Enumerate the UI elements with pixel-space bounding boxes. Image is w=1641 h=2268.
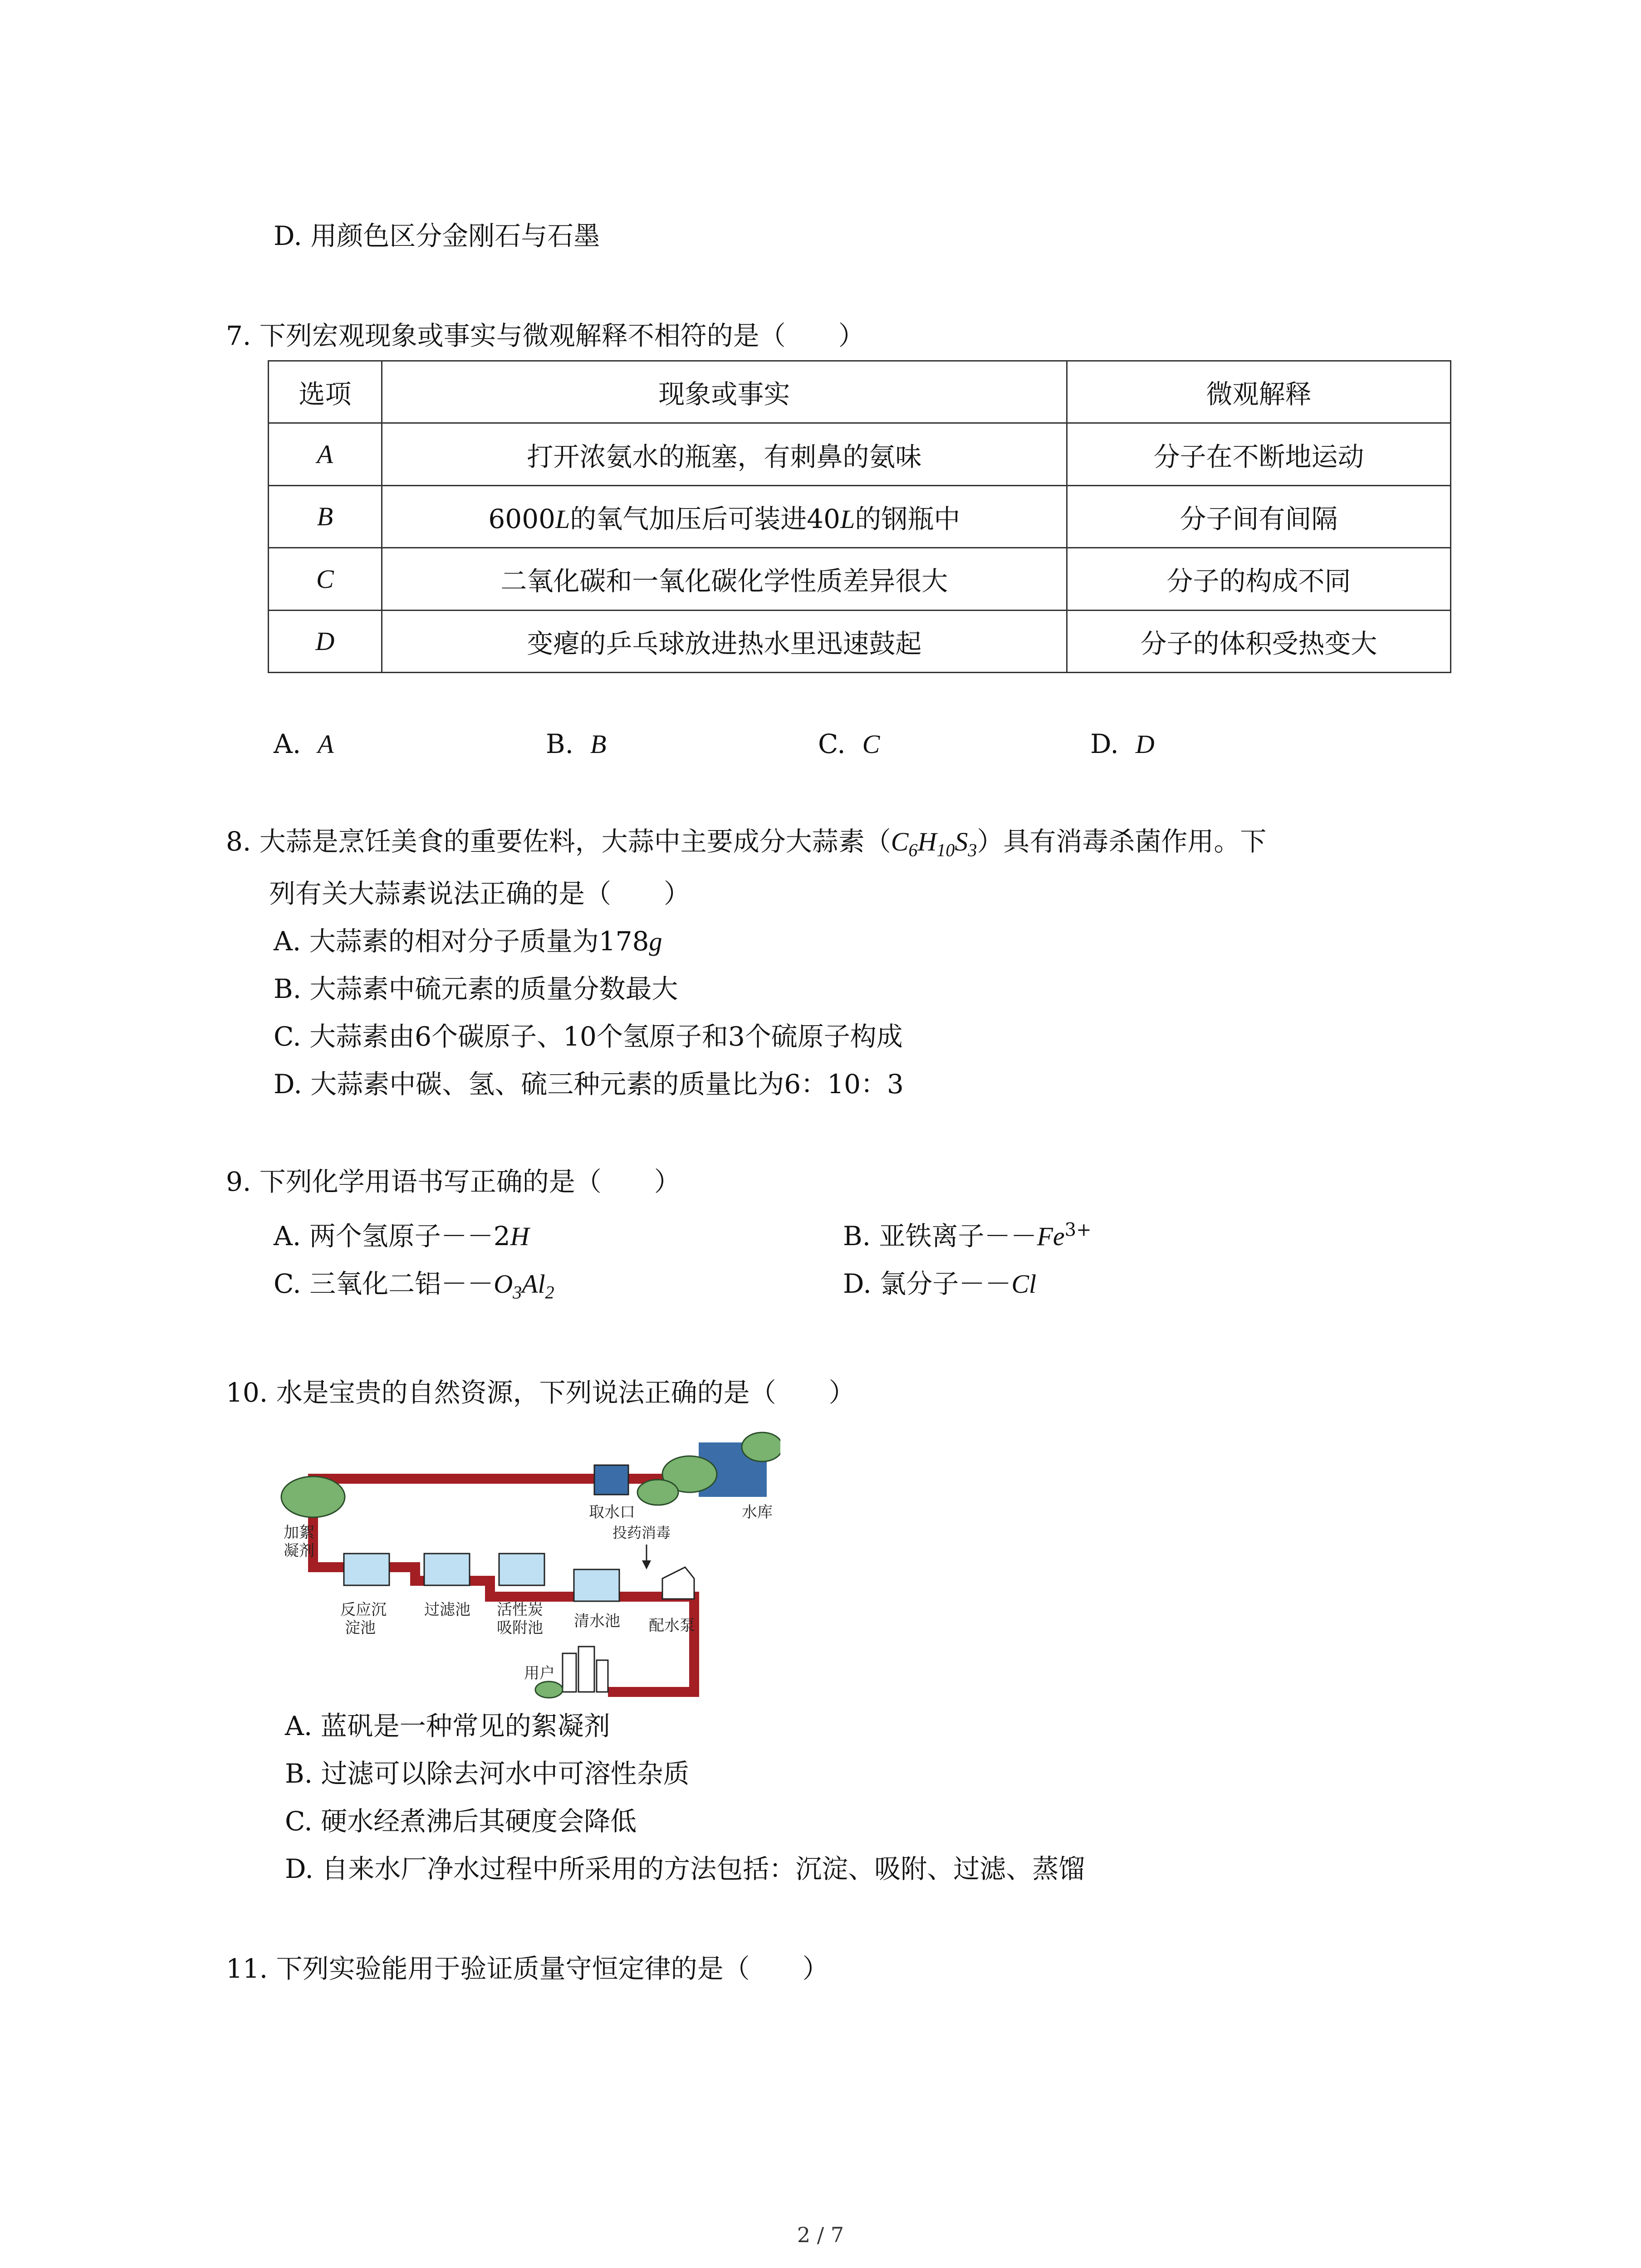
pump-icon xyxy=(662,1567,694,1599)
intake-label: 取水口 xyxy=(589,1503,635,1521)
q8-option-d: D. 大蒜素中碳、氢、硫三种元素的质量比为6：10：3 xyxy=(274,1069,904,1100)
q7-fact-num: 6000 xyxy=(488,503,555,534)
intake-icon xyxy=(594,1465,628,1495)
reservoir-label: 水库 xyxy=(742,1503,773,1521)
q8-stem-line1: 8. 大蒜是烹饪美食的重要佐料，大蒜中主要成分大蒜素$(C_6H_{10}S_3)$具有消毒杀菌作用。下 xyxy=(226,826,1267,860)
q8-option-b: B. 大蒜素中硫元素的质量分数最大 xyxy=(274,973,678,1004)
q8-stem-line2: 列有关大蒜素说法正确的是（ ） xyxy=(269,878,691,909)
q7-row-fact: 二氧化碳和一氧化碳化学性质差异很大 xyxy=(382,548,1067,610)
q7-row-explain: 分子的体积受热变大 xyxy=(1067,610,1451,672)
pump-label: 配水泵 xyxy=(649,1617,695,1635)
q7-row-option: D xyxy=(269,610,382,672)
q7-row-explain: 分子在不断地运动 xyxy=(1067,423,1451,485)
q7-fact-text: 的氧气加压后可装进40 xyxy=(570,503,841,534)
settling-tank-icon xyxy=(344,1554,389,1585)
q7-choice-c: C. C xyxy=(818,728,880,759)
q8-option-a: A. 大蒜素的相对分子质量为178g xyxy=(274,926,662,957)
q10-option-d: D. 自来水厂净水过程中所采用的方法包括：沉淀、吸附、过滤、蒸馏 xyxy=(285,1853,1085,1884)
clear-label: 清水池 xyxy=(574,1612,620,1630)
q10-option-a: A. 蓝矾是一种常见的絮凝剂 xyxy=(285,1711,610,1741)
q7-row-explain: 分子的构成不同 xyxy=(1067,548,1451,610)
table-row xyxy=(269,610,1451,672)
carbon-label-1: 活性炭 xyxy=(497,1601,543,1619)
disinfect-label: 投药消毒 xyxy=(612,1524,671,1541)
q9-option-d: D. 氯分子－－Cl xyxy=(843,1268,1037,1299)
q7-row-option: A xyxy=(269,423,382,485)
table-row xyxy=(269,485,1451,547)
buildings-icon xyxy=(563,1647,608,1692)
carbon-tank-icon xyxy=(499,1554,544,1585)
q6-option-d: D. 用颜色区分金刚石与石墨 xyxy=(274,220,600,251)
q7-fact-unit: L xyxy=(555,504,570,534)
coagulant-hill-icon xyxy=(281,1476,345,1517)
q7-choice-d: D. D xyxy=(1090,728,1155,759)
q7-header-explain: 微观解释 xyxy=(1067,361,1451,423)
q11-stem: 11. 下列实验能用于验证质量守恒定律的是（ ） xyxy=(226,1953,829,1984)
coagulant-label-2: 凝剂 xyxy=(284,1542,314,1560)
q7-row-fact: 变瘪的乒乓球放进热水里迅速鼓起 xyxy=(382,610,1067,672)
q7-header-fact: 现象或事实 xyxy=(382,361,1067,423)
q7-choice-b: B. B xyxy=(546,728,607,759)
settling-label-1: 反应沉 xyxy=(340,1601,387,1619)
table-row xyxy=(269,548,1451,610)
q7-fact-text: 的钢瓶中 xyxy=(855,503,960,534)
q9-option-b: B. 亚铁离子$--Fe^{3+}$ xyxy=(843,1219,1092,1251)
q9-option-a: A. 两个氢原子－－2H xyxy=(274,1221,529,1251)
user-label: 用户 xyxy=(524,1664,555,1682)
q7-header-option: 选项 xyxy=(269,361,382,423)
page-number: 2 / 7 xyxy=(797,2223,844,2247)
q8-option-c: C. 大蒜素由6个碳原子、10个氢原子和3个硫原子构成 xyxy=(274,1021,903,1052)
table-row xyxy=(269,423,1451,485)
q7-row-option: B xyxy=(269,485,382,547)
arrow-down-icon xyxy=(642,1560,651,1569)
water-treatment-diagram xyxy=(277,1415,780,1706)
q7-row-fact: 打开浓氨水的瓶塞，有刺鼻的氨味 xyxy=(382,423,1067,485)
q7-choice-a: A. A xyxy=(274,728,334,759)
q7-fact-unit: L xyxy=(840,504,855,534)
settling-label-2: 淀池 xyxy=(345,1619,376,1637)
q7-row-option: C xyxy=(269,548,382,610)
q7-table-header-row xyxy=(269,361,1451,423)
q9-stem: 9. 下列化学用语书写正确的是（ ） xyxy=(226,1166,681,1197)
q7-table xyxy=(268,360,1451,673)
coagulant-label-1: 加絮 xyxy=(284,1524,314,1542)
allicin-formula: $C_6H_{10}S_3$ xyxy=(891,827,977,860)
q10-option-b: B. 过滤可以除去河水中可溶性杂质 xyxy=(285,1758,690,1789)
carbon-label-2: 吸附池 xyxy=(497,1619,543,1637)
q9-option-c: C. 三氧化二铝$--O_3Al_2$ xyxy=(274,1268,554,1303)
q10-stem: 10. 水是宝贵的自然资源，下列说法正确的是（ ） xyxy=(226,1377,855,1408)
filter-tank-icon xyxy=(424,1554,470,1585)
q7-row-fact xyxy=(382,485,1067,547)
q10-option-c: C. 硬水经煮沸后其硬度会降低 xyxy=(285,1806,637,1837)
q7-row-explain: 分子间有间隔 xyxy=(1067,485,1451,547)
clear-tank-icon xyxy=(574,1569,619,1601)
q7-stem: 7. 下列宏观现象或事实与微观解释不相符的是（ ） xyxy=(226,320,865,351)
filter-label: 过滤池 xyxy=(424,1601,470,1619)
